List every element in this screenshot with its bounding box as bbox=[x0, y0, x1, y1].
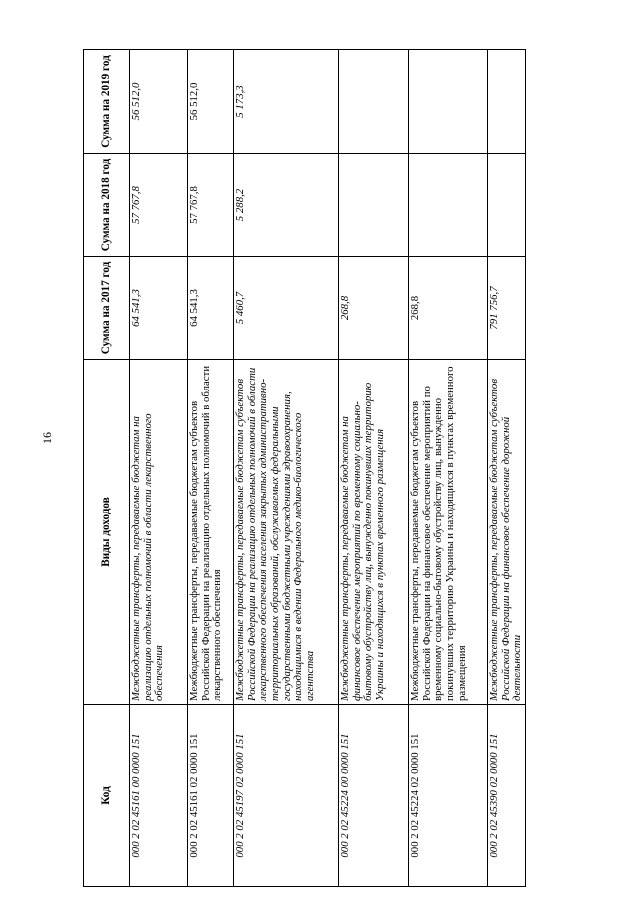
table-row bbox=[488, 50, 526, 887]
row-desc: Межбюджетные трансферты, передаваемые бюджетам на реализацию отдельных полномочий в области лекарственного обеспечения bbox=[130, 360, 188, 705]
row-desc: Межбюджетные трансферты, передаваемые бюджетам субъектов Российской Федерации на реализацию отдельных полномочий в области лекарственного обеспечения населения закрытых административно-территориальных образований, обслуживаемых федеральными государственными бюджетными учреждениями здравоохранения, находящимися в ведении Федерального медико-биологического агентства bbox=[234, 360, 339, 705]
header-2018: Сумма на 2018 год bbox=[84, 154, 130, 257]
row-desc: Межбюджетные трансферты, передаваемые бюджетам на финансовое обеспечение мероприятий по временному социально-бытовому обустройству лиц, вынужденно покинувших территорию Украины и находящихся в пунктах временного размещения bbox=[339, 360, 409, 705]
row-code: 000 2 02 45224 02 0000 151 bbox=[409, 705, 488, 887]
row-2019: 5 173,3 bbox=[234, 50, 339, 154]
table-row bbox=[130, 50, 188, 887]
row-2019: 56 512,0 bbox=[130, 50, 188, 154]
row-code: 000 2 02 45161 02 0000 151 bbox=[188, 705, 234, 887]
row-2017: 268,8 bbox=[339, 257, 409, 360]
row-2018: 5 288,2 bbox=[234, 154, 339, 257]
row-2017: 64 541,3 bbox=[130, 257, 188, 360]
row-code: 000 2 02 45390 02 0000 151 bbox=[488, 705, 526, 887]
table-row bbox=[234, 50, 339, 887]
table-row bbox=[409, 50, 488, 887]
row-desc: Межбюджетные трансферты, передаваемые бюджетам субъектов Российской Федерации на финансовое обеспечение мероприятий по временному социально-бытовому обустройству лиц, вынужденно покинувших территорию Украины и находящихся в пунктах временного размещения bbox=[409, 360, 488, 705]
revenue-table bbox=[83, 49, 526, 887]
header-code: Код bbox=[84, 705, 130, 887]
row-code: 000 2 02 45161 00 0000 151 bbox=[130, 705, 188, 887]
row-2018 bbox=[488, 154, 526, 257]
table-row bbox=[188, 50, 234, 887]
rotated-table-container bbox=[83, 50, 524, 887]
row-code: 000 2 02 45197 02 0000 151 bbox=[234, 705, 339, 887]
row-2018: 57 767,8 bbox=[188, 154, 234, 257]
row-desc: Межбюджетные трансферты, передаваемые бюджетам субъектов Российской Федерации на финансовое обеспечение дорожной деятельности bbox=[488, 360, 526, 705]
row-code: 000 2 02 45224 00 0000 151 bbox=[339, 705, 409, 887]
row-2019 bbox=[488, 50, 526, 154]
row-2018: 57 767,8 bbox=[130, 154, 188, 257]
row-2019: 56 512,0 bbox=[188, 50, 234, 154]
table-header-row bbox=[84, 50, 130, 887]
table-row bbox=[339, 50, 409, 887]
row-2019 bbox=[409, 50, 488, 154]
row-desc: Межбюджетные трансферты, передаваемые бюджетам субъектов Российской Федерации на реализацию отдельных полномочий в области лекарственного обеспечения bbox=[188, 360, 234, 705]
row-2017: 791 756,7 bbox=[488, 257, 526, 360]
header-2017: Сумма на 2017 год bbox=[84, 257, 130, 360]
row-2017: 268,8 bbox=[409, 257, 488, 360]
row-2017: 64 541,3 bbox=[188, 257, 234, 360]
page-number: 16 bbox=[40, 432, 54, 444]
header-desc: Виды доходов bbox=[84, 360, 130, 705]
row-2017: 5 460,7 bbox=[234, 257, 339, 360]
header-2019: Сумма на 2019 год bbox=[84, 50, 130, 154]
row-2018 bbox=[409, 154, 488, 257]
row-2018 bbox=[339, 154, 409, 257]
row-2019 bbox=[339, 50, 409, 154]
